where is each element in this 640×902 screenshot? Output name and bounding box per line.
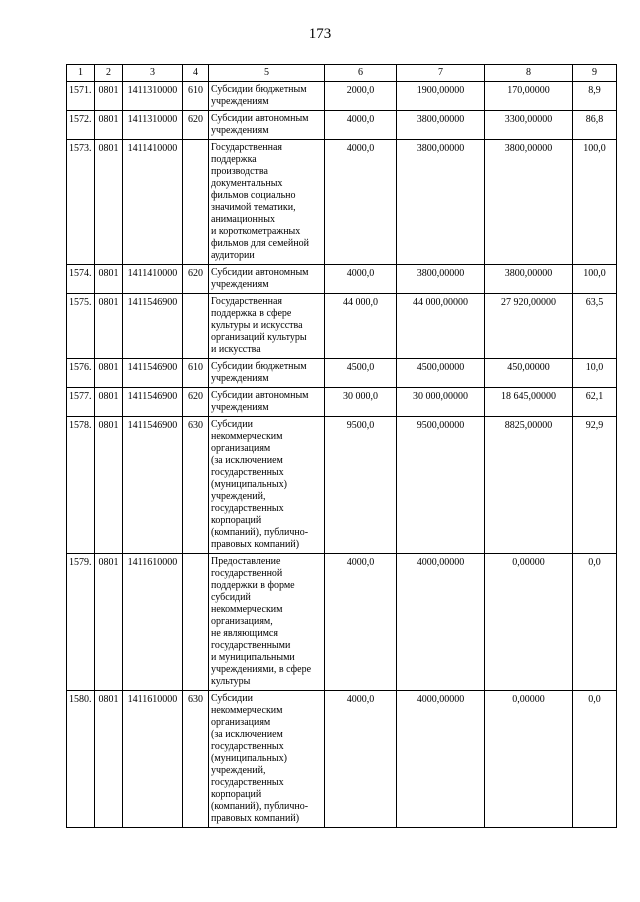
value-col-7: 4500,00000 [397, 359, 485, 388]
section-code: 0801 [95, 359, 123, 388]
header-row [67, 65, 617, 82]
page-number: 173 [308, 26, 332, 42]
percent-col-9: 8,9 [573, 82, 617, 111]
target-article: 1411546900 [123, 388, 183, 417]
description: Субсидии автономным учреждениям [209, 265, 325, 294]
table-row [67, 554, 617, 691]
value-col-6: 9500,0 [325, 417, 397, 554]
value-col-8: 450,00000 [485, 359, 573, 388]
description: Субсидии автономным учреждениям [209, 111, 325, 140]
percent-col-9: 92,9 [573, 417, 617, 554]
section-code: 0801 [95, 140, 123, 265]
col-header-1: 1 [67, 65, 95, 82]
section-code: 0801 [95, 388, 123, 417]
expense-type: 620 [183, 388, 209, 417]
row-number: 1571. [67, 82, 95, 111]
col-header-6: 6 [325, 65, 397, 82]
expense-type [183, 554, 209, 691]
row-number: 1577. [67, 388, 95, 417]
value-col-7: 9500,00000 [397, 417, 485, 554]
table-row [67, 294, 617, 359]
value-col-8: 0,00000 [485, 691, 573, 828]
value-col-6: 4000,0 [325, 111, 397, 140]
col-header-3: 3 [123, 65, 183, 82]
section-code: 0801 [95, 265, 123, 294]
description: Субсидии некоммерческим организациям (за исключением государственных (муниципальных) учреждений, государственных корпораций (компаний), публично- правовых компаний) [209, 691, 325, 828]
section-code: 0801 [95, 111, 123, 140]
budget-table [66, 64, 617, 828]
description: Предоставление государственной поддержки в форме субсидий некоммерческим организациям, не являющимся государственными и муниципальными учреждениями, в сфере культуры [209, 554, 325, 691]
section-code: 0801 [95, 82, 123, 111]
description: Государственная поддержка производства документальных фильмов социально значимой тематики, анимационных и короткометражных фильмов для семейной аудитории [209, 140, 325, 265]
expense-type: 630 [183, 417, 209, 554]
value-col-7: 3800,00000 [397, 111, 485, 140]
table-row [67, 140, 617, 265]
target-article: 1411546900 [123, 359, 183, 388]
percent-col-9: 0,0 [573, 554, 617, 691]
value-col-6: 4000,0 [325, 691, 397, 828]
col-header-8: 8 [485, 65, 573, 82]
expense-type [183, 294, 209, 359]
value-col-8: 0,00000 [485, 554, 573, 691]
value-col-6: 2000,0 [325, 82, 397, 111]
section-code: 0801 [95, 294, 123, 359]
expense-type [183, 140, 209, 265]
target-article: 1411310000 [123, 82, 183, 111]
value-col-7: 4000,00000 [397, 691, 485, 828]
description: Государственная поддержка в сфере культуры и искусства организаций культуры и искусства [209, 294, 325, 359]
value-col-8: 3300,00000 [485, 111, 573, 140]
percent-col-9: 100,0 [573, 265, 617, 294]
row-number: 1579. [67, 554, 95, 691]
percent-col-9: 86,8 [573, 111, 617, 140]
row-number: 1578. [67, 417, 95, 554]
value-col-8: 8825,00000 [485, 417, 573, 554]
percent-col-9: 10,0 [573, 359, 617, 388]
col-header-2: 2 [95, 65, 123, 82]
description: Субсидии автономным учреждениям [209, 388, 325, 417]
value-col-6: 4000,0 [325, 554, 397, 691]
percent-col-9: 63,5 [573, 294, 617, 359]
expense-type: 610 [183, 359, 209, 388]
table-row [67, 111, 617, 140]
target-article: 1411410000 [123, 265, 183, 294]
value-col-7: 3800,00000 [397, 140, 485, 265]
value-col-7: 3800,00000 [397, 265, 485, 294]
expense-type: 620 [183, 265, 209, 294]
percent-col-9: 62,1 [573, 388, 617, 417]
percent-col-9: 100,0 [573, 140, 617, 265]
value-col-8: 3800,00000 [485, 140, 573, 265]
table-row [67, 417, 617, 554]
row-number: 1573. [67, 140, 95, 265]
percent-col-9: 0,0 [573, 691, 617, 828]
col-header-4: 4 [183, 65, 209, 82]
value-col-6: 30 000,0 [325, 388, 397, 417]
target-article: 1411610000 [123, 691, 183, 828]
table-row [67, 359, 617, 388]
row-number: 1572. [67, 111, 95, 140]
value-col-8: 27 920,00000 [485, 294, 573, 359]
col-header-9: 9 [573, 65, 617, 82]
row-number: 1575. [67, 294, 95, 359]
table-row [67, 691, 617, 828]
value-col-6: 4000,0 [325, 140, 397, 265]
value-col-6: 4500,0 [325, 359, 397, 388]
value-col-7: 44 000,00000 [397, 294, 485, 359]
target-article: 1411546900 [123, 417, 183, 554]
table-row [67, 265, 617, 294]
target-article: 1411610000 [123, 554, 183, 691]
col-header-7: 7 [397, 65, 485, 82]
row-number: 1576. [67, 359, 95, 388]
expense-type: 630 [183, 691, 209, 828]
value-col-6: 4000,0 [325, 265, 397, 294]
value-col-6: 44 000,0 [325, 294, 397, 359]
section-code: 0801 [95, 554, 123, 691]
expense-type: 610 [183, 82, 209, 111]
value-col-8: 170,00000 [485, 82, 573, 111]
expense-type: 620 [183, 111, 209, 140]
value-col-8: 3800,00000 [485, 265, 573, 294]
target-article: 1411310000 [123, 111, 183, 140]
row-number: 1580. [67, 691, 95, 828]
value-col-7: 30 000,00000 [397, 388, 485, 417]
table-row [67, 388, 617, 417]
section-code: 0801 [95, 691, 123, 828]
col-header-5: 5 [209, 65, 325, 82]
description: Субсидии бюджетным учреждениям [209, 82, 325, 111]
value-col-7: 4000,00000 [397, 554, 485, 691]
description: Субсидии некоммерческим организациям (за исключением государственных (муниципальных) учреждений, государственных корпораций (компаний), публично- правовых компаний) [209, 417, 325, 554]
table-row [67, 82, 617, 111]
target-article: 1411546900 [123, 294, 183, 359]
value-col-7: 1900,00000 [397, 82, 485, 111]
description: Субсидии бюджетным учреждениям [209, 359, 325, 388]
section-code: 0801 [95, 417, 123, 554]
row-number: 1574. [67, 265, 95, 294]
value-col-8: 18 645,00000 [485, 388, 573, 417]
target-article: 1411410000 [123, 140, 183, 265]
